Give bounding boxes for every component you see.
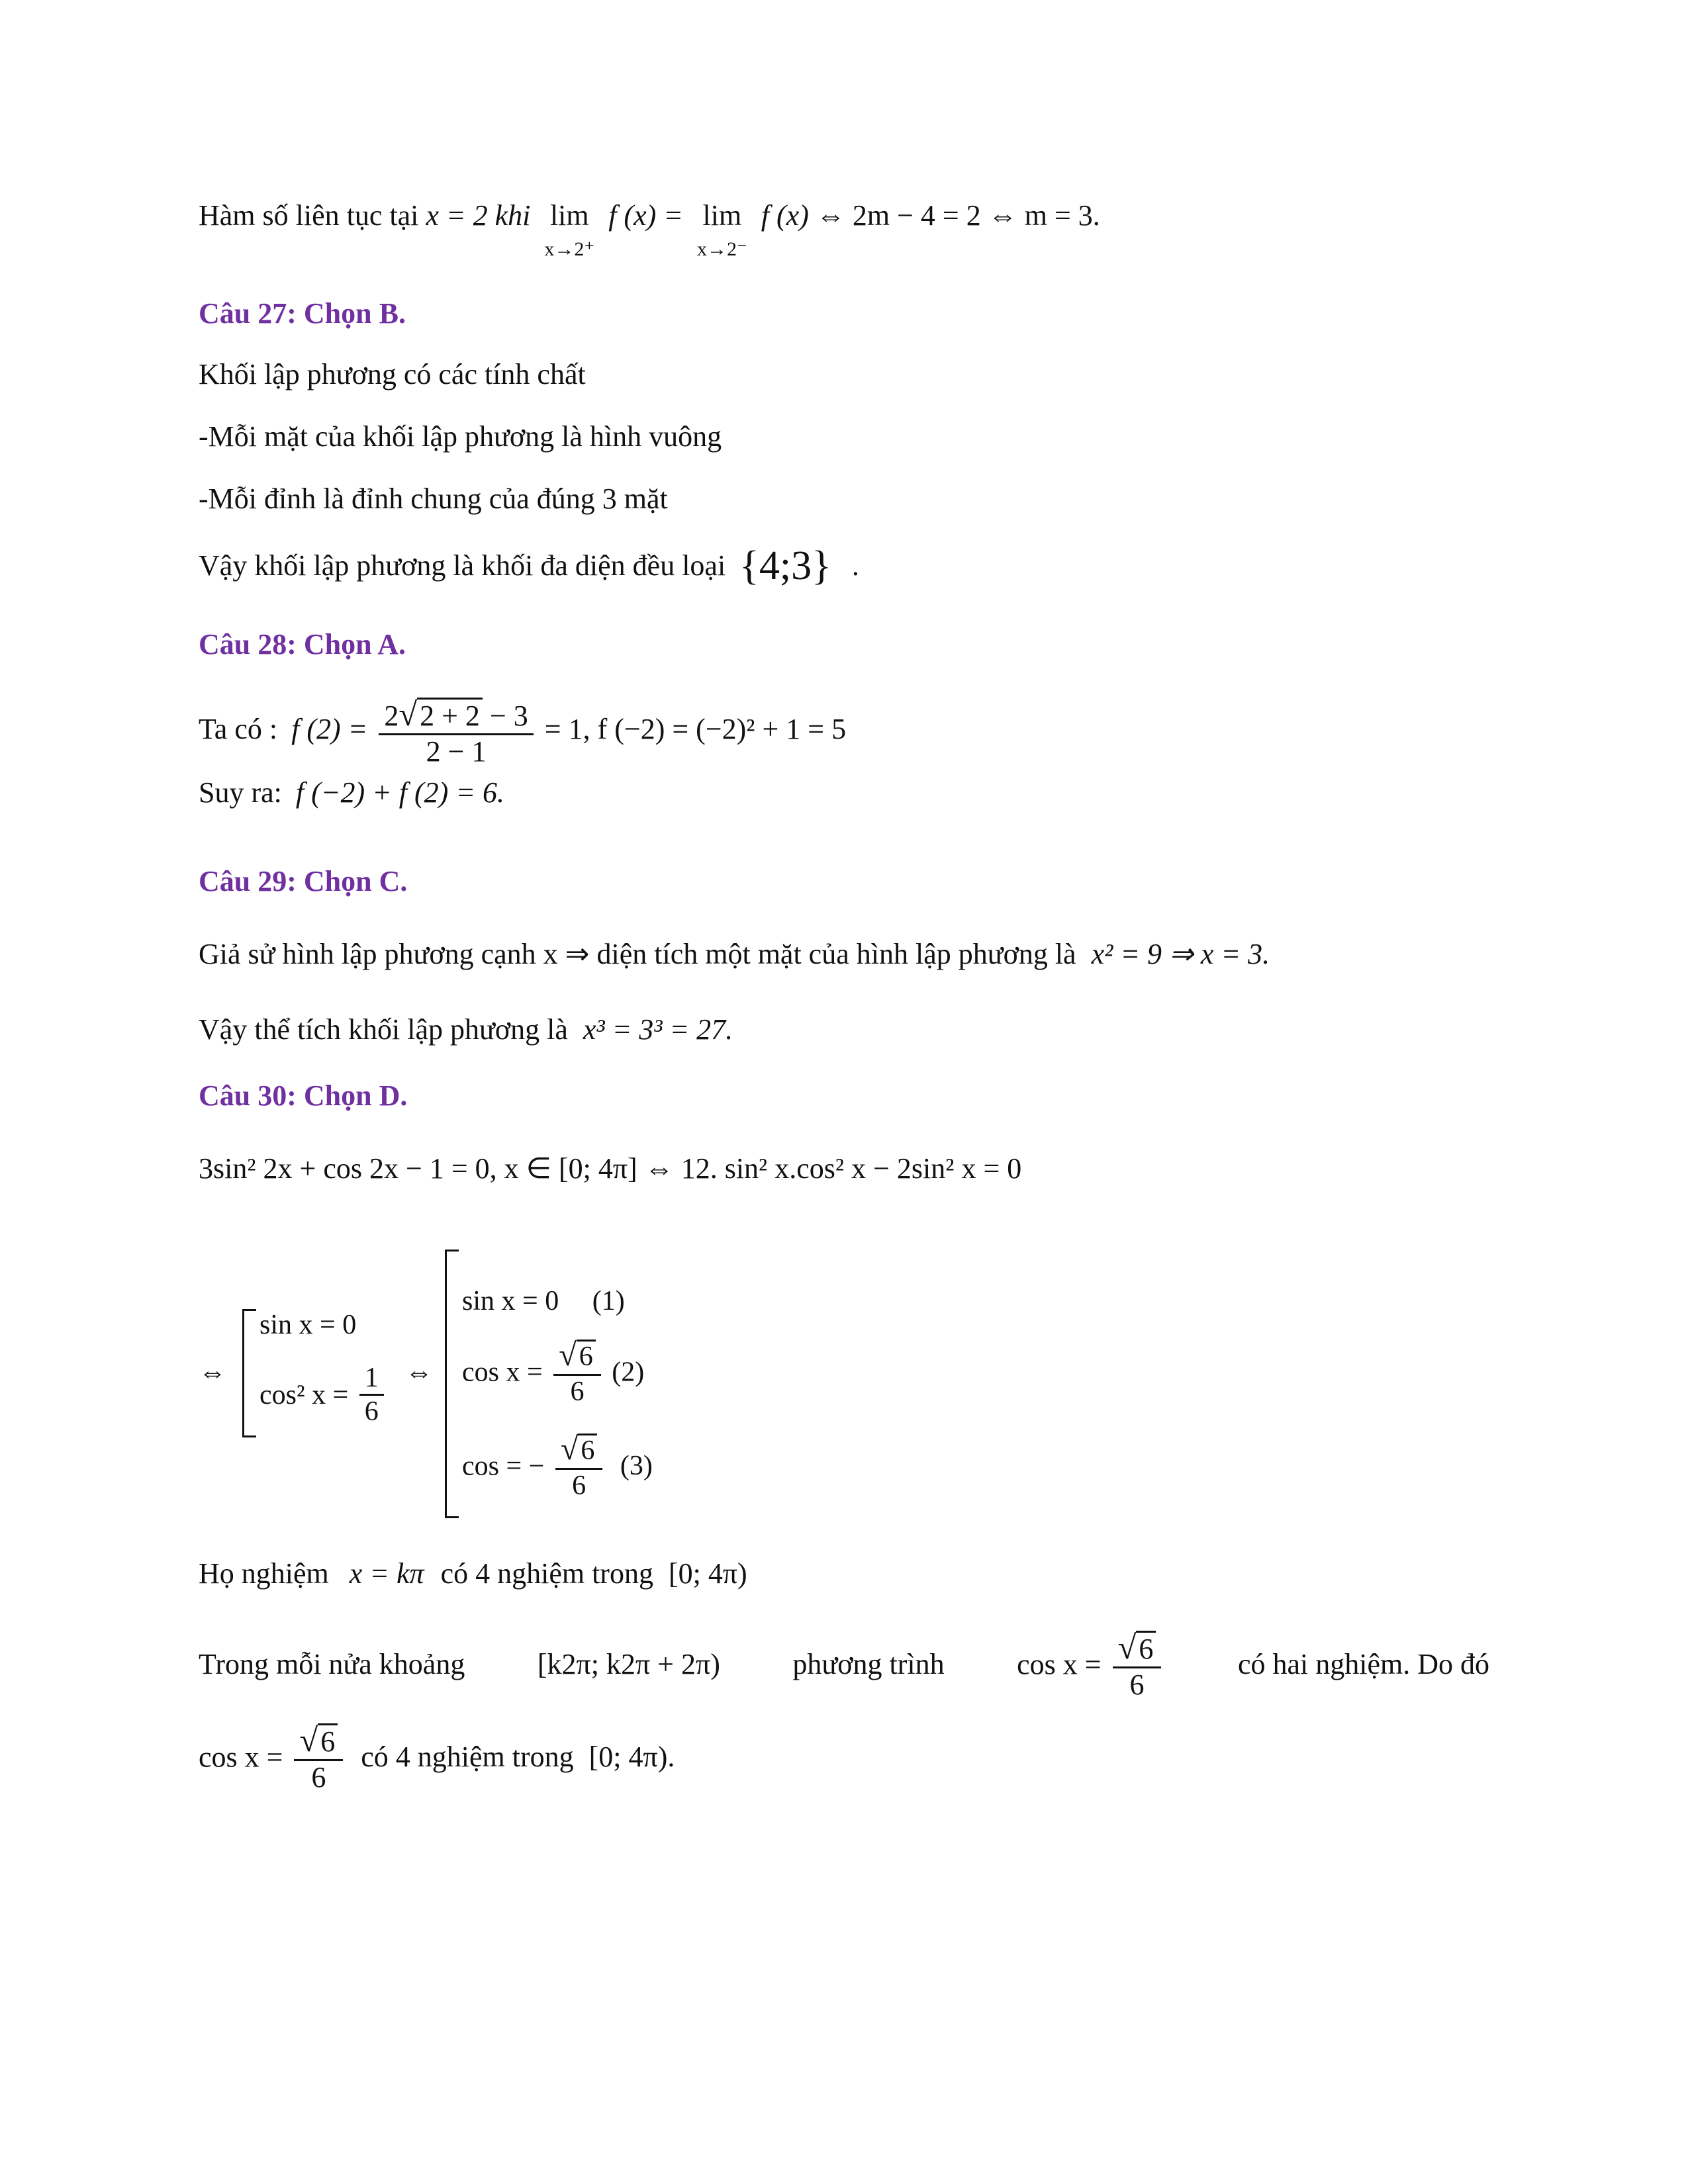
q30-s2-pre: cos² x =: [259, 1379, 349, 1410]
q30-s1: sin x = 0: [259, 1310, 357, 1340]
q30-line1-c: có 4 nghiệm trong: [440, 1557, 653, 1590]
q27-set: {4;3}: [739, 543, 831, 588]
q28-denominator: 2 − 1: [426, 735, 487, 768]
q30-line3-frac: [294, 1721, 343, 1795]
q28-header: Câu 28: Chọn A.: [199, 628, 406, 660]
q30-line1-d: [0; 4π): [668, 1557, 747, 1590]
q29-line2-text: Vậy thể tích khối lập phương là: [199, 1013, 568, 1046]
q30-r3-frac: [555, 1431, 603, 1502]
lim-word: lim: [702, 199, 742, 232]
q27-line4-text: Vậy khối lập phương là khối đa diện đều loại: [199, 549, 726, 582]
q29-line1-text: Giả sử hình lập phương cạnh x ⇒ diện tích một mặt của hình lập phương là: [199, 938, 1076, 970]
q26-fx2: f (x): [761, 199, 809, 232]
q30-r1-tag: (1): [592, 1286, 625, 1316]
q28-suy-ra: [199, 776, 504, 811]
q27-line2: -Mỗi mặt của khối lập phương là hình vuông: [199, 420, 722, 453]
q30-line3-b: có 4 nghiệm trong: [361, 1741, 574, 1774]
frac-num: √6: [1113, 1628, 1162, 1668]
frac-den: 6: [572, 1470, 586, 1501]
q28-numerator: [379, 695, 533, 735]
num-pre: 2: [384, 700, 399, 732]
frac-num: √6: [555, 1431, 603, 1470]
frac-num: √6: [553, 1337, 601, 1376]
q30-line2-e: có hai nghiệm. Do đó: [1237, 1648, 1489, 1681]
frac-den: 6: [311, 1761, 326, 1794]
lim-sub-plus: x→2⁺: [544, 238, 595, 260]
q28-equation: [199, 695, 846, 769]
q30-line1-a: Họ nghiệm: [199, 1557, 329, 1590]
q27-line1: Khối lập phương có các tính chất: [199, 358, 586, 390]
q30-line2-d: [1017, 1628, 1165, 1702]
frac-num: √6: [294, 1721, 343, 1761]
q30-r3-pre: cos = −: [462, 1451, 545, 1482]
q26-fx: f (x) =: [608, 199, 683, 232]
q30-bracket-1: [242, 1309, 256, 1437]
radicand: 6: [318, 1723, 338, 1758]
q29-line1: [199, 937, 1270, 972]
q26-eq2: = 2 khi: [438, 199, 538, 232]
q30-r1: [462, 1285, 625, 1317]
q28-fraction: [379, 695, 533, 769]
q26-limit-line: [199, 199, 1100, 261]
q30-r2: [462, 1337, 644, 1408]
q28-sum: f (−2) + f (2) = 6.: [295, 776, 505, 809]
cos-x-label: cos x =: [1017, 1648, 1102, 1681]
q30-r3: [462, 1431, 653, 1502]
radicand: 6: [578, 1433, 597, 1466]
q29-header: Câu 29: Chọn C.: [199, 865, 408, 897]
q30-line2: [199, 1628, 1489, 1702]
frac-num: 1: [359, 1362, 384, 1396]
frac-den: 6: [364, 1396, 379, 1428]
sqrt-symbol: √2 + 2: [399, 695, 483, 733]
q29-line2: [199, 1013, 733, 1048]
q28-suy-ra-label: Suy ra:: [199, 776, 282, 809]
lim-sub-minus: x→2⁻: [696, 238, 747, 260]
q27-dot: .: [851, 549, 859, 582]
q30-line1-b: x = kπ: [349, 1557, 424, 1590]
q30-line2-a: Trong mỗi nửa khoảng: [199, 1648, 465, 1681]
q30-line3-a: cos x =: [199, 1741, 283, 1774]
q29-line2-math: x³ = 3³ = 27.: [583, 1013, 733, 1046]
q26-prefix: Hàm số liên tục tại: [199, 199, 426, 232]
radicand: 6: [577, 1340, 596, 1372]
q30-line1: [199, 1557, 747, 1592]
q30-r3-tag: (3): [620, 1451, 653, 1482]
q30-r2-frac: [553, 1337, 601, 1408]
q30-header: Câu 30: Chọn D.: [199, 1079, 408, 1112]
radicand: 6: [1136, 1631, 1156, 1665]
q28-f2: f (2) =: [291, 712, 368, 745]
q30-r1-eq: sin x = 0: [462, 1286, 559, 1316]
num-radicand: 2 + 2: [417, 698, 483, 732]
q30-r2-tag: (2): [612, 1357, 645, 1388]
q30-line3-c: [0; 4π).: [588, 1741, 675, 1774]
q30-line2-frac: [1113, 1628, 1162, 1702]
q30-s2: [259, 1362, 388, 1428]
frac-den: 6: [1129, 1668, 1145, 1702]
lim-left: [697, 199, 747, 261]
q27-line3: -Mỗi đỉnh là đỉnh chung của đúng 3 mặt: [199, 482, 668, 515]
q30-bracket-2: [445, 1250, 459, 1518]
q28-ta-co: Ta có :: [199, 712, 278, 745]
q30-iff-1: ⇔: [199, 1357, 226, 1388]
q28-rest: = 1, f (−2) = (−2)² + 1 = 5: [544, 712, 847, 745]
q29-line1-math: x² = 9 ⇒ x = 3.: [1091, 938, 1270, 970]
q26-tail: ⇔ 2m − 4 = 2 ⇔ m = 3.: [816, 199, 1100, 232]
q26-var-x: x: [426, 199, 439, 232]
q27-header: Câu 27: Chọn B.: [199, 297, 406, 330]
frac-den: 6: [570, 1376, 585, 1407]
q30-equation: 3sin² 2x + cos 2x − 1 = 0, x ∈ [0; 4π] ⇔ 12. sin² x.cos² x − 2sin² x = 0: [199, 1152, 1022, 1185]
lim-word: lim: [549, 199, 589, 232]
q30-line3: [199, 1721, 675, 1795]
num-post: − 3: [482, 700, 528, 732]
q30-line2-b: [k2π; k2π + 2π): [537, 1648, 720, 1681]
lim-right: [544, 199, 594, 261]
q30-iff-2: ⇔: [405, 1357, 433, 1388]
q30-r2-pre: cos x =: [462, 1357, 543, 1388]
q30-line2-c: phương trình: [792, 1648, 945, 1681]
q30-s2-frac: [359, 1362, 384, 1428]
q27-line4: [199, 541, 859, 590]
